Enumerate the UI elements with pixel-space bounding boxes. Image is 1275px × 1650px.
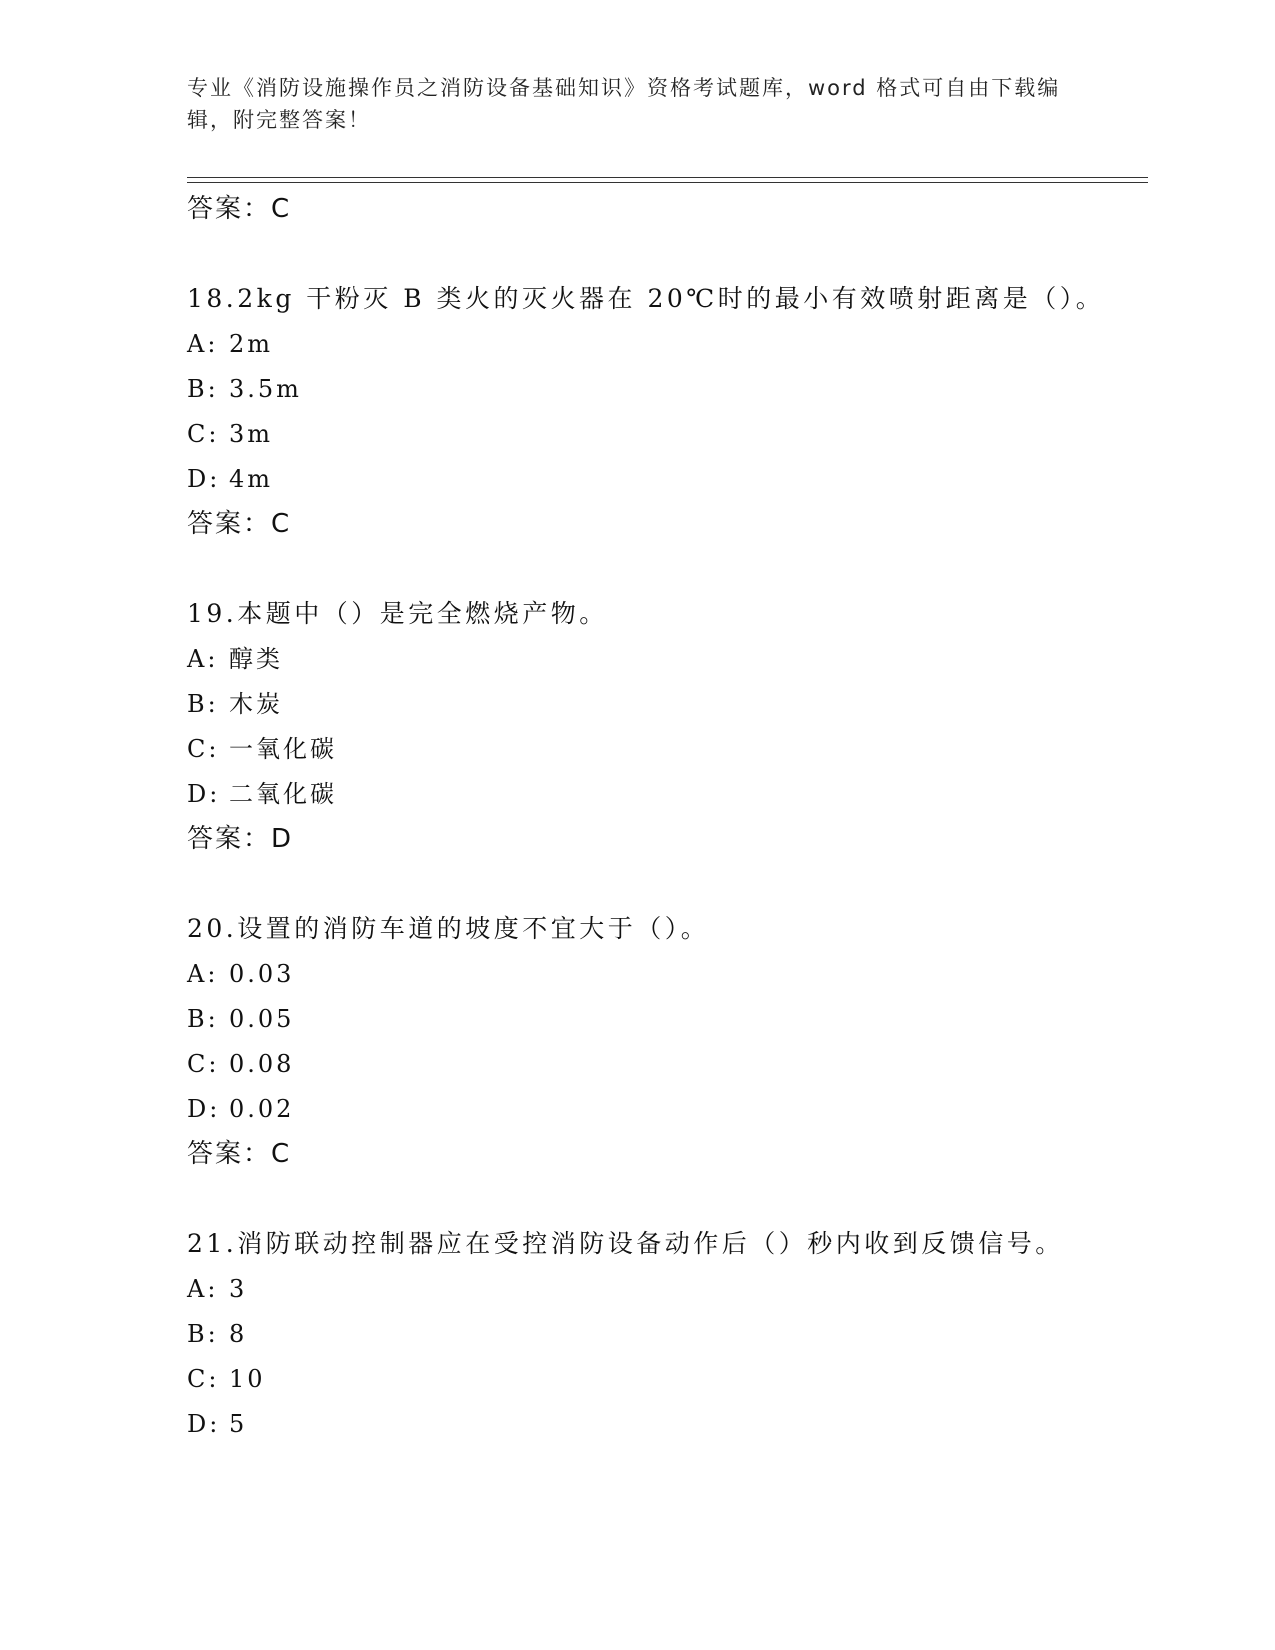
question-21-option-b <box>187 1317 247 1351</box>
question-18-option-a <box>187 327 273 361</box>
question-21-option-c <box>187 1362 266 1396</box>
header-rule-bottom <box>187 182 1148 183</box>
question-19-option-b <box>187 687 283 721</box>
option-label: B: <box>187 375 219 403</box>
question-18: 18.2kg 干粉灭 B 类火的灭火器在 20℃时的最小有效喷射距离是（）。 <box>187 284 1105 313</box>
option-label: C: <box>187 735 220 763</box>
question-20-option-d <box>187 1092 294 1126</box>
option-value: 2m <box>229 330 274 358</box>
option-value: 3.5m <box>229 375 302 403</box>
option-label: A: <box>187 330 219 358</box>
option-value: 5 <box>229 1410 248 1438</box>
question-19: 19.本题中（）是完全燃烧产物。 <box>187 599 608 628</box>
option-label: A: <box>187 960 219 988</box>
option-label: A: <box>187 1275 219 1303</box>
document-header: 专业《消防设施操作员之消防设备基础知识》资格考试题库，word 格式可自由下载编辑，附完整答案！ <box>187 76 1061 132</box>
question-19-option-a <box>187 642 283 676</box>
question-20-option-a <box>187 957 294 991</box>
option-value: 醇类 <box>229 645 283 673</box>
option-value: 0.08 <box>229 1050 295 1078</box>
question-18-option-d <box>187 462 273 496</box>
question-19-answer: 答案：D <box>187 824 294 854</box>
option-value: 0.02 <box>229 1095 295 1123</box>
option-value: 3m <box>229 420 274 448</box>
option-value: 10 <box>229 1365 266 1393</box>
option-value: 二氧化碳 <box>229 780 337 808</box>
option-label: D: <box>187 1410 221 1438</box>
option-label: D: <box>187 1095 221 1123</box>
option-label: C: <box>187 1365 220 1393</box>
question-21-option-a <box>187 1272 247 1306</box>
option-label: D: <box>187 780 221 808</box>
question-18-option-c <box>187 417 273 451</box>
question-20-option-b <box>187 1002 294 1036</box>
question-21: 21.消防联动控制器应在受控消防设备动作后（）秒内收到反馈信号。 <box>187 1229 1064 1258</box>
question-20-option-c <box>187 1047 294 1081</box>
option-value: 木炭 <box>229 690 283 718</box>
question-18-answer: 答案：C <box>187 509 292 539</box>
question-20-answer: 答案：C <box>187 1139 292 1169</box>
option-label: B: <box>187 1005 219 1033</box>
option-label: D: <box>187 465 221 493</box>
option-value: 8 <box>229 1320 248 1348</box>
option-value: 0.05 <box>229 1005 295 1033</box>
option-label: B: <box>187 1320 219 1348</box>
option-value: 0.03 <box>229 960 295 988</box>
question-20: 20.设置的消防车道的坡度不宜大于（）。 <box>187 914 710 943</box>
question-21-option-d <box>187 1407 247 1441</box>
option-label: C: <box>187 1050 220 1078</box>
option-label: A: <box>187 645 219 673</box>
question-19-option-c <box>187 732 337 766</box>
question-18-option-b <box>187 372 302 406</box>
question-19-option-d <box>187 777 337 811</box>
previous-answer: 答案：C <box>187 194 292 224</box>
option-label: B: <box>187 690 219 718</box>
option-value: 4m <box>229 465 274 493</box>
header-rule-top <box>187 177 1148 178</box>
option-value: 3 <box>229 1275 248 1303</box>
option-value: 一氧化碳 <box>229 735 337 763</box>
option-label: C: <box>187 420 220 448</box>
